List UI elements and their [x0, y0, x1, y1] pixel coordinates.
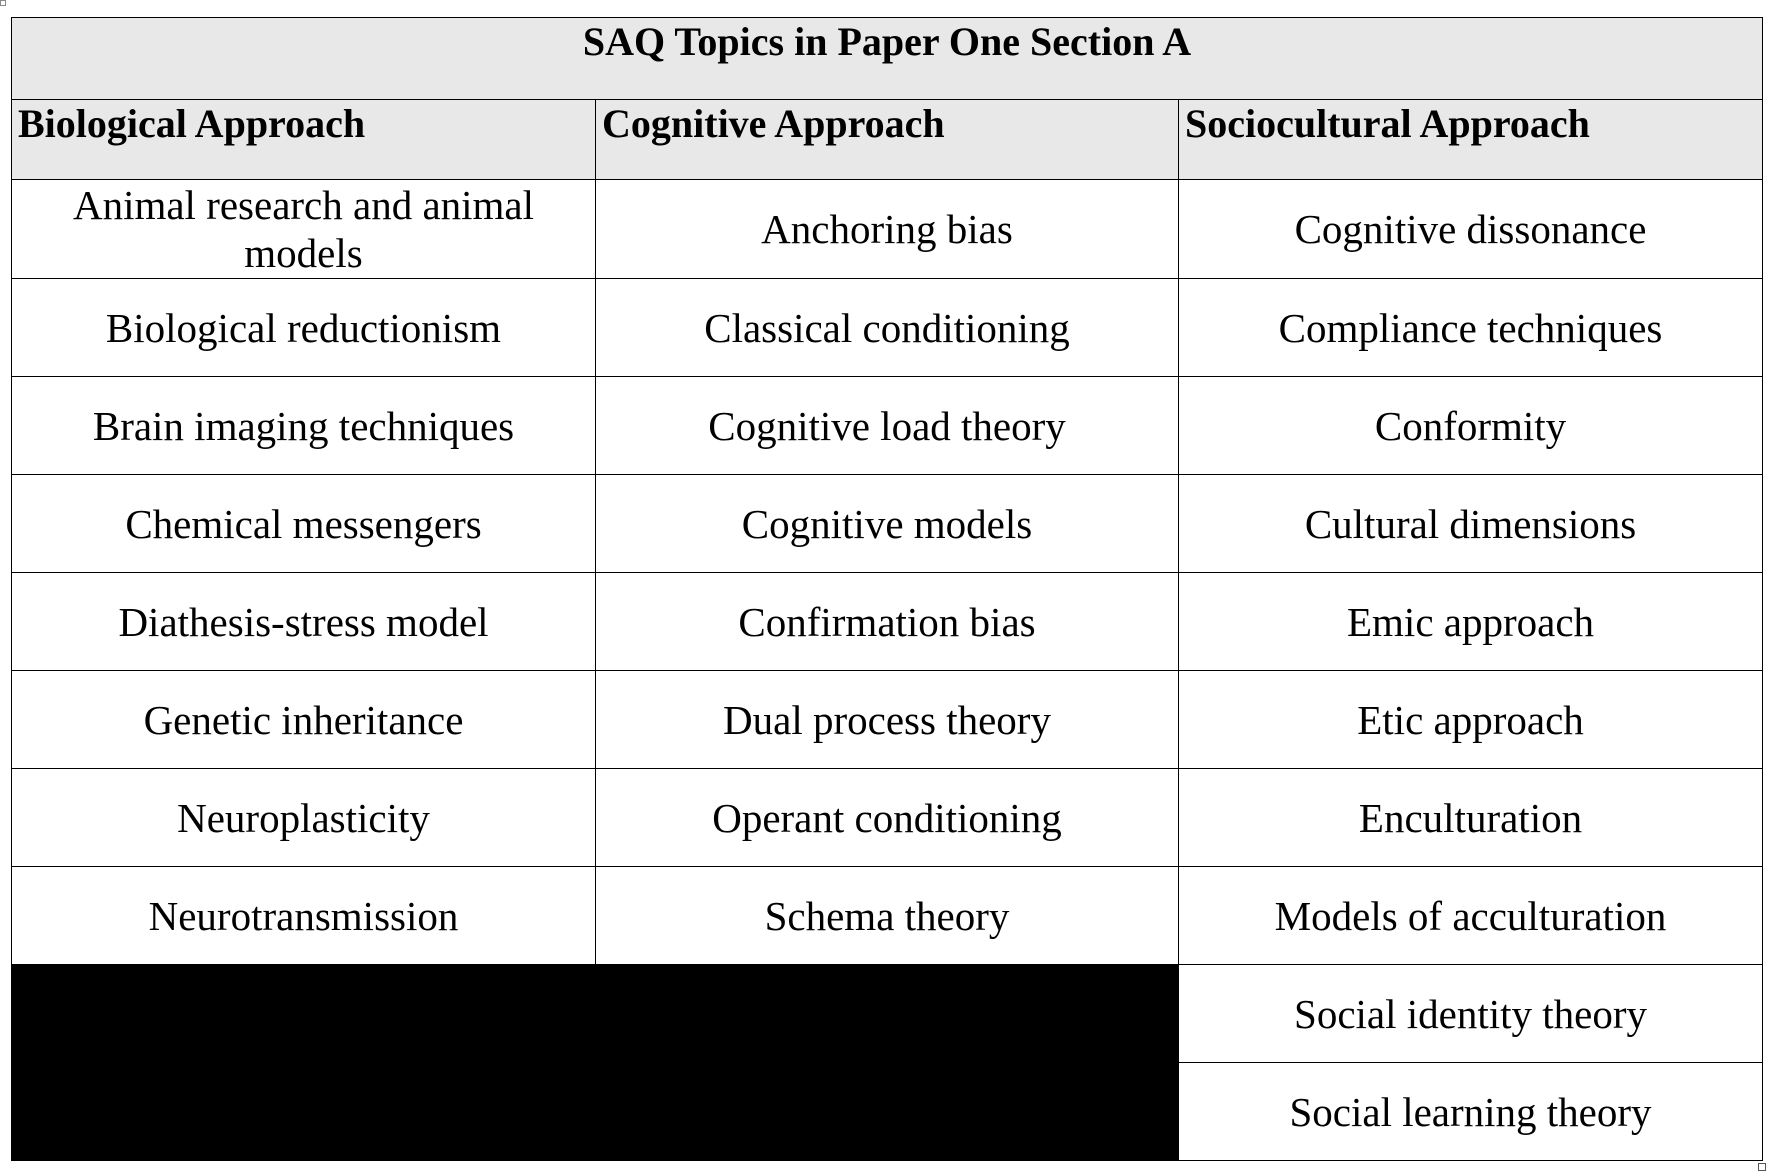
cognitive-topic-cell: Anchoring bias — [596, 180, 1179, 279]
table-row — [12, 769, 1763, 867]
biological-topic-cell: Animal research and animal models — [12, 180, 596, 279]
biological-topic-cell: Chemical messengers — [12, 475, 596, 573]
column-header-cognitive: Cognitive Approach — [596, 100, 1179, 180]
table-row — [12, 279, 1763, 377]
corner-marker-top-left — [0, 0, 6, 6]
sociocultural-topic-cell: Enculturation — [1179, 769, 1763, 867]
sociocultural-topic-cell: Cultural dimensions — [1179, 475, 1763, 573]
sociocultural-topic-cell: Etic approach — [1179, 671, 1763, 769]
sociocultural-topic-cell: Conformity — [1179, 377, 1763, 475]
biological-topic-cell: Neuroplasticity — [12, 769, 596, 867]
table-row — [12, 965, 1763, 1063]
sociocultural-topic-cell: Cognitive dissonance — [1179, 180, 1763, 279]
table-row — [12, 671, 1763, 769]
table-title-row — [12, 18, 1763, 100]
corner-marker-bottom-right — [1758, 1163, 1766, 1171]
saq-topics-table — [11, 17, 1763, 1161]
sociocultural-topic-cell: Compliance techniques — [1179, 279, 1763, 377]
cognitive-topic-cell: Cognitive load theory — [596, 377, 1179, 475]
column-header-biological: Biological Approach — [12, 100, 596, 180]
biological-topic-cell: Neurotransmission — [12, 867, 596, 965]
biological-topic-cell: Diathesis-stress model — [12, 573, 596, 671]
sociocultural-topic-cell: Models of acculturation — [1179, 867, 1763, 965]
table-row — [12, 867, 1763, 965]
biological-topic-cell: Genetic inheritance — [12, 671, 596, 769]
cognitive-topic-cell: Cognitive models — [596, 475, 1179, 573]
biological-topic-cell: Brain imaging techniques — [12, 377, 596, 475]
cognitive-topic-cell: Schema theory — [596, 867, 1179, 965]
table-header-row — [12, 100, 1763, 180]
cognitive-topic-cell: Operant conditioning — [596, 769, 1179, 867]
table-row — [12, 377, 1763, 475]
table-row — [12, 573, 1763, 671]
cognitive-topic-cell: Dual process theory — [596, 671, 1179, 769]
sociocultural-topic-cell: Emic approach — [1179, 573, 1763, 671]
sociocultural-topic-cell: Social identity theory — [1179, 965, 1763, 1063]
cognitive-topic-cell: Confirmation bias — [596, 573, 1179, 671]
table-row — [12, 180, 1763, 279]
column-header-sociocultural: Sociocultural Approach — [1179, 100, 1763, 180]
biological-topic-cell: Biological reductionism — [12, 279, 596, 377]
empty-blacked-out-cell — [12, 965, 1179, 1161]
table-title: SAQ Topics in Paper One Section A — [12, 18, 1763, 100]
sociocultural-topic-cell: Social learning theory — [1179, 1063, 1763, 1161]
table-row — [12, 475, 1763, 573]
cognitive-topic-cell: Classical conditioning — [596, 279, 1179, 377]
